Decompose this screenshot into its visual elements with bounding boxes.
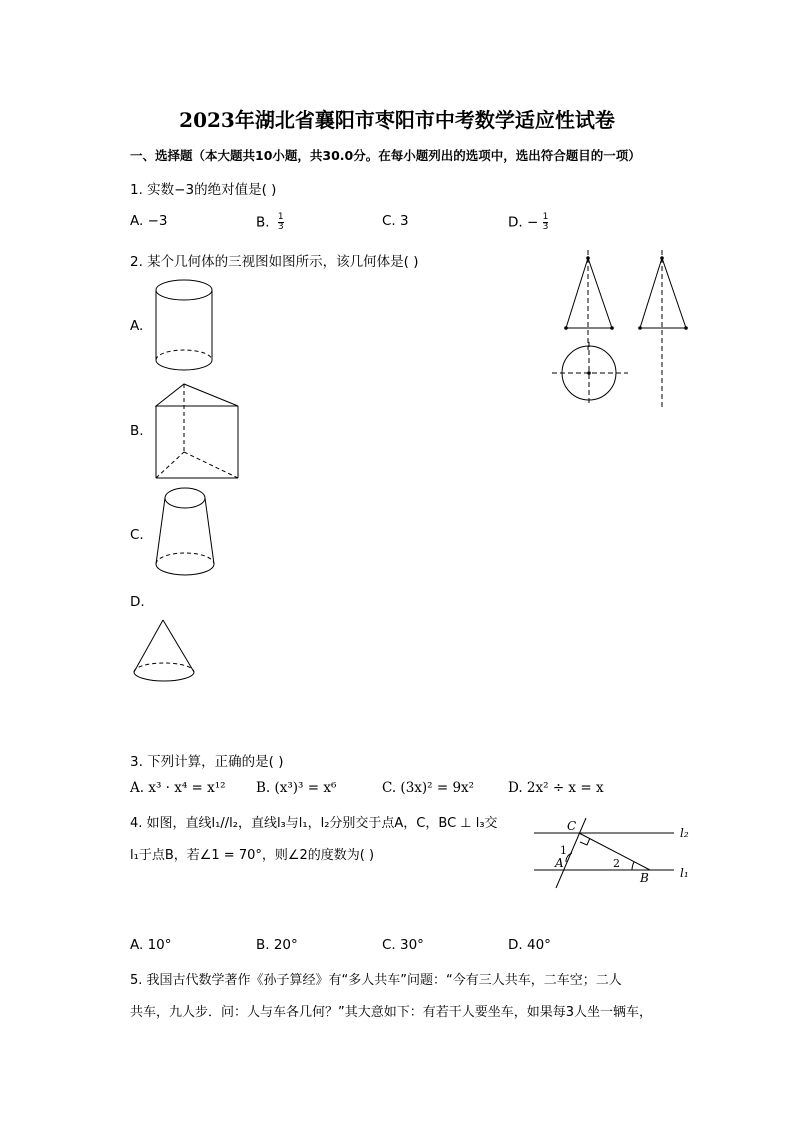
q1-option-d-fraction [543,213,549,232]
angle-2-arc [632,862,634,870]
three-view-figure [548,250,698,410]
label-b: B [640,871,649,885]
label-a: A [555,856,564,870]
label-angle-1: 1 [560,844,567,857]
q2-option-d: D. [130,594,145,610]
q1-option-a: A. −3 [130,213,168,229]
q4-stem-line2: l₁于点B，若∠1 = 70°，则∠2的度数为( ) [130,848,375,863]
frustum-figure [154,486,218,578]
q2-option-c: C. [130,527,144,543]
q3-option-d: D. 2x² ÷ x = x [508,780,604,796]
q3-option-c: C. (3x)² = 9x² [382,780,475,796]
section-heading: 一、选择题（本大题共10小题，共30.0分。在每小题列出的选项中，选出符合题目的一项） [130,148,641,163]
fraction-denominator: 3 [277,222,284,232]
q4-option-c: C. 30° [382,937,424,953]
q1-option-b-label: B. [256,214,270,231]
cylinder-figure [154,278,216,373]
label-angle-2: 2 [613,857,620,870]
fraction-numerator: 1 [277,212,284,222]
q1-option-c: C. 3 [382,213,409,229]
q2-option-a: A. [130,318,144,334]
q1-option-d [508,213,548,232]
q4-stem-line1: 4. 如图，直线l₁//l₂，直线l₃与l₁，l₂分别交于点A，C，BC ⊥ l₃交 [130,816,498,831]
side-view-triangle [640,258,686,328]
q1-stem: 1. 实数−3的绝对值是( ) [130,182,277,198]
front-view-triangle [566,258,612,328]
q3-option-b: B. (x³)³ = x⁶ [256,780,337,796]
q5-stem-line2: 共车，九人步．问：人与车各几何？”其大意如下：有若干人要坐车，如果每3人坐一辆车， [130,1005,653,1020]
page-title: 2023年湖北省襄阳市枣阳市中考数学适应性试卷 [179,108,615,132]
q3-stem: 3. 下列计算，正确的是( ) [130,754,284,770]
q4-option-d: D. 40° [508,937,551,953]
q3-option-a: A. x³ · x⁴ = x¹² [130,780,226,796]
fraction-denominator: 3 [542,222,549,232]
cone-figure [132,618,198,686]
label-l2: l₂ [680,826,689,840]
q1-option-b [256,213,284,232]
q4-option-a: A. 10° [130,937,172,953]
q1-option-d-label: D. − [508,214,539,231]
q2-stem: 2. 某个几何体的三视图如图所示，该几何体是( ) [130,254,419,270]
q5-stem-line1: 5. 我国古代数学著作《孙子算经》有“多人共车”问题：“今有三人共车，二车空；二人 [130,973,622,988]
q1-option-b-fraction [278,213,284,232]
right-angle-mark [580,838,590,845]
label-c: C [567,819,577,833]
triangular-prism-figure [154,382,244,482]
label-l1: l₁ [680,866,689,880]
q2-option-b: B. [130,423,144,439]
q4-option-b: B. 20° [256,937,298,953]
parallel-lines-figure [534,816,694,888]
fraction-numerator: 1 [542,212,549,222]
